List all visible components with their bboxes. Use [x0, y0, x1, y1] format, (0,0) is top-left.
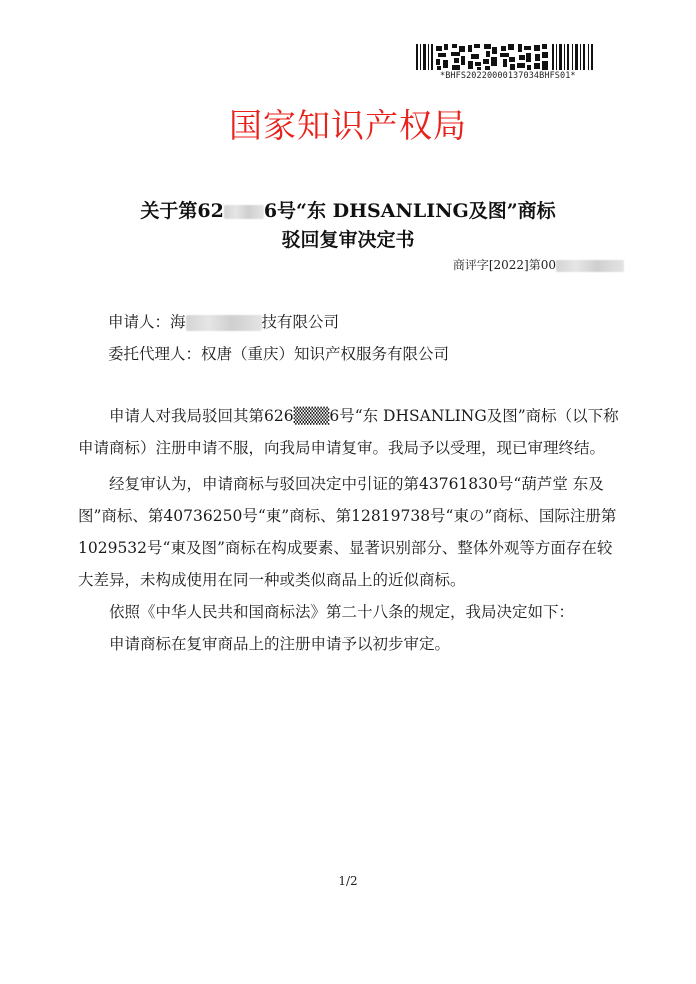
redacted-block — [186, 315, 262, 331]
title-prefix: 关于第62 — [140, 200, 224, 222]
body-paragraph-1: 申请人对我局驳回其第626▒▒▒6号“东 DHSANLING及图”商标（以下称申请商标）注册申请不服，向我局申请复审。我局予以受理，现已审理终结。 — [78, 407, 619, 457]
decision-number — [453, 256, 624, 273]
body-paragraph-4: 申请商标在复审商品上的注册申请予以初步审定。 — [109, 635, 451, 653]
issuing-authority: 国家知识产权局 — [229, 106, 467, 145]
applicant-line — [108, 311, 339, 333]
agent-line: 委托代理人：权唐（重庆）知识产权服务有限公司 — [108, 345, 450, 363]
decision-body — [78, 400, 624, 660]
title-suffix: 6号“东 DHSANLING及图”商标 — [263, 200, 556, 222]
applicant-label: 申请人： — [108, 313, 171, 331]
document-title-line2: 驳回复审决定书 — [281, 229, 415, 251]
body-paragraph-3: 依照《中华人民共和国商标法》第二十八条的规定，我局决定如下： — [109, 603, 575, 621]
document-title-line1 — [0, 198, 696, 224]
decision-number-prefix: 商评字[2022]第00 — [452, 258, 556, 272]
applicant-name-suffix: 技有限公司 — [261, 313, 340, 331]
applicant-name-prefix: 海 — [170, 313, 186, 331]
barcode-image — [416, 44, 598, 70]
barcode-number: *BHFS20220000137034BHFS01* — [440, 71, 576, 81]
redacted-block — [556, 260, 624, 272]
redacted-block — [224, 205, 264, 219]
page-number: 1/2 — [338, 874, 358, 888]
body-paragraph-2: 经复审认为，申请商标与驳回决定中引证的第43761830号“葫芦堂 东及图”商标、第40736250号“東”商标、第12819738号“東の”商标、国际注册第1029532号“東及图”商标在构成要素、显著识别部分、整体外观等方面存在较大差异，未构成使用在同一种或类似商品上的近似商标。 — [78, 475, 617, 589]
